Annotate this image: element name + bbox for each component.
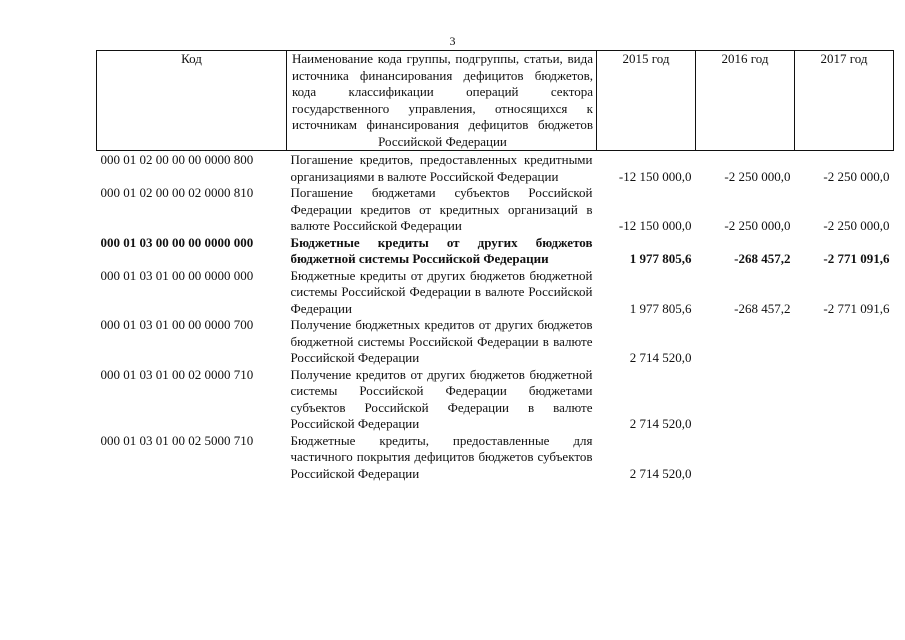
row-value-2017: -2 771 091,6 bbox=[823, 251, 890, 266]
row-code: 000 01 02 00 00 02 0000 810 bbox=[100, 185, 254, 200]
row-name: Бюджетные кредиты от других бюджетов бюджетной системы Российской Федерации в валюте Российской Федерации bbox=[290, 267, 593, 316]
header-2015: 2015 год bbox=[597, 51, 696, 151]
table-row bbox=[97, 433, 894, 483]
row-value-2017: -2 250 000,0 bbox=[823, 168, 890, 184]
header-2016: 2016 год bbox=[696, 51, 795, 151]
row-value-2015: 2 714 520,0 bbox=[629, 416, 692, 431]
row-value-2016 bbox=[696, 317, 795, 367]
row-name: Получение кредитов от других бюджетов бюджетной системы Российской Федерации бюджетами субъектов Российской Федерации в валюте Российской Федерации bbox=[290, 366, 593, 431]
row-code: 000 01 03 01 00 02 0000 710 bbox=[100, 366, 254, 382]
table-row bbox=[97, 367, 894, 433]
header-2017: 2017 год bbox=[795, 51, 894, 151]
row-code: 000 01 03 00 00 00 0000 000 bbox=[100, 234, 254, 250]
row-value-2017: -2 771 091,6 bbox=[823, 300, 890, 316]
row-code: 000 01 03 01 00 00 0000 000 bbox=[100, 267, 254, 283]
row-name: Получение бюджетных кредитов от других бюджетов бюджетной системы Российской Федерации в валюте Российской Федерации bbox=[290, 317, 593, 365]
table-row bbox=[97, 317, 894, 367]
row-code: 000 01 03 01 00 02 5000 710 bbox=[100, 432, 254, 448]
row-value-2015: 1 977 805,6 bbox=[629, 251, 692, 266]
table-row bbox=[97, 235, 894, 268]
row-value-2015: 1 977 805,6 bbox=[629, 300, 692, 316]
row-value-2016: -268 457,2 bbox=[734, 251, 791, 266]
row-value-2016 bbox=[696, 367, 795, 433]
row-value-2016 bbox=[696, 433, 795, 483]
row-value-2016: -2 250 000,0 bbox=[724, 218, 791, 233]
row-value-2015: -12 150 000,0 bbox=[618, 168, 692, 184]
row-name: Погашение кредитов, предоставленных кредитными организациями в валюте Российской Федерации bbox=[290, 152, 593, 184]
table-header-row bbox=[97, 51, 894, 151]
table-row bbox=[97, 268, 894, 318]
row-code: 000 01 02 00 00 00 0000 800 bbox=[100, 152, 254, 167]
row-code: 000 01 03 01 00 00 0000 700 bbox=[100, 317, 254, 332]
table-row bbox=[97, 151, 894, 186]
row-value-2015: -12 150 000,0 bbox=[618, 218, 692, 233]
table-row bbox=[97, 185, 894, 235]
header-code: Код bbox=[97, 51, 287, 151]
row-value-2016: -268 457,2 bbox=[734, 300, 791, 316]
row-value-2015: 2 714 520,0 bbox=[629, 350, 692, 365]
row-name: Бюджетные кредиты от других бюджетов бюджетной системы Российской Федерации bbox=[290, 234, 593, 266]
budget-sources-table bbox=[96, 50, 894, 482]
row-value-2017 bbox=[795, 317, 894, 367]
row-value-2017 bbox=[795, 433, 894, 483]
row-value-2017 bbox=[795, 367, 894, 433]
header-name: Наименование кода группы, подгруппы, статьи, вида источника финансирования дефицитов бюджетов, кода классификации операций сектора государственного управления, относящихся к источникам финансирования дефицитов бюджетов Российской Федерации bbox=[287, 51, 597, 151]
row-name: Бюджетные кредиты, предоставленные для частичного покрытия дефицитов бюджетов субъектов Российской Федерации bbox=[290, 432, 593, 481]
row-value-2017: -2 250 000,0 bbox=[823, 218, 890, 233]
page-number: 3 bbox=[449, 34, 456, 48]
row-value-2016: -2 250 000,0 bbox=[724, 168, 791, 184]
row-value-2015: 2 714 520,0 bbox=[629, 465, 692, 481]
row-name: Погашение бюджетами субъектов Российской Федерации кредитов от кредитных организаций в валюте Российской Федерации bbox=[290, 185, 593, 233]
